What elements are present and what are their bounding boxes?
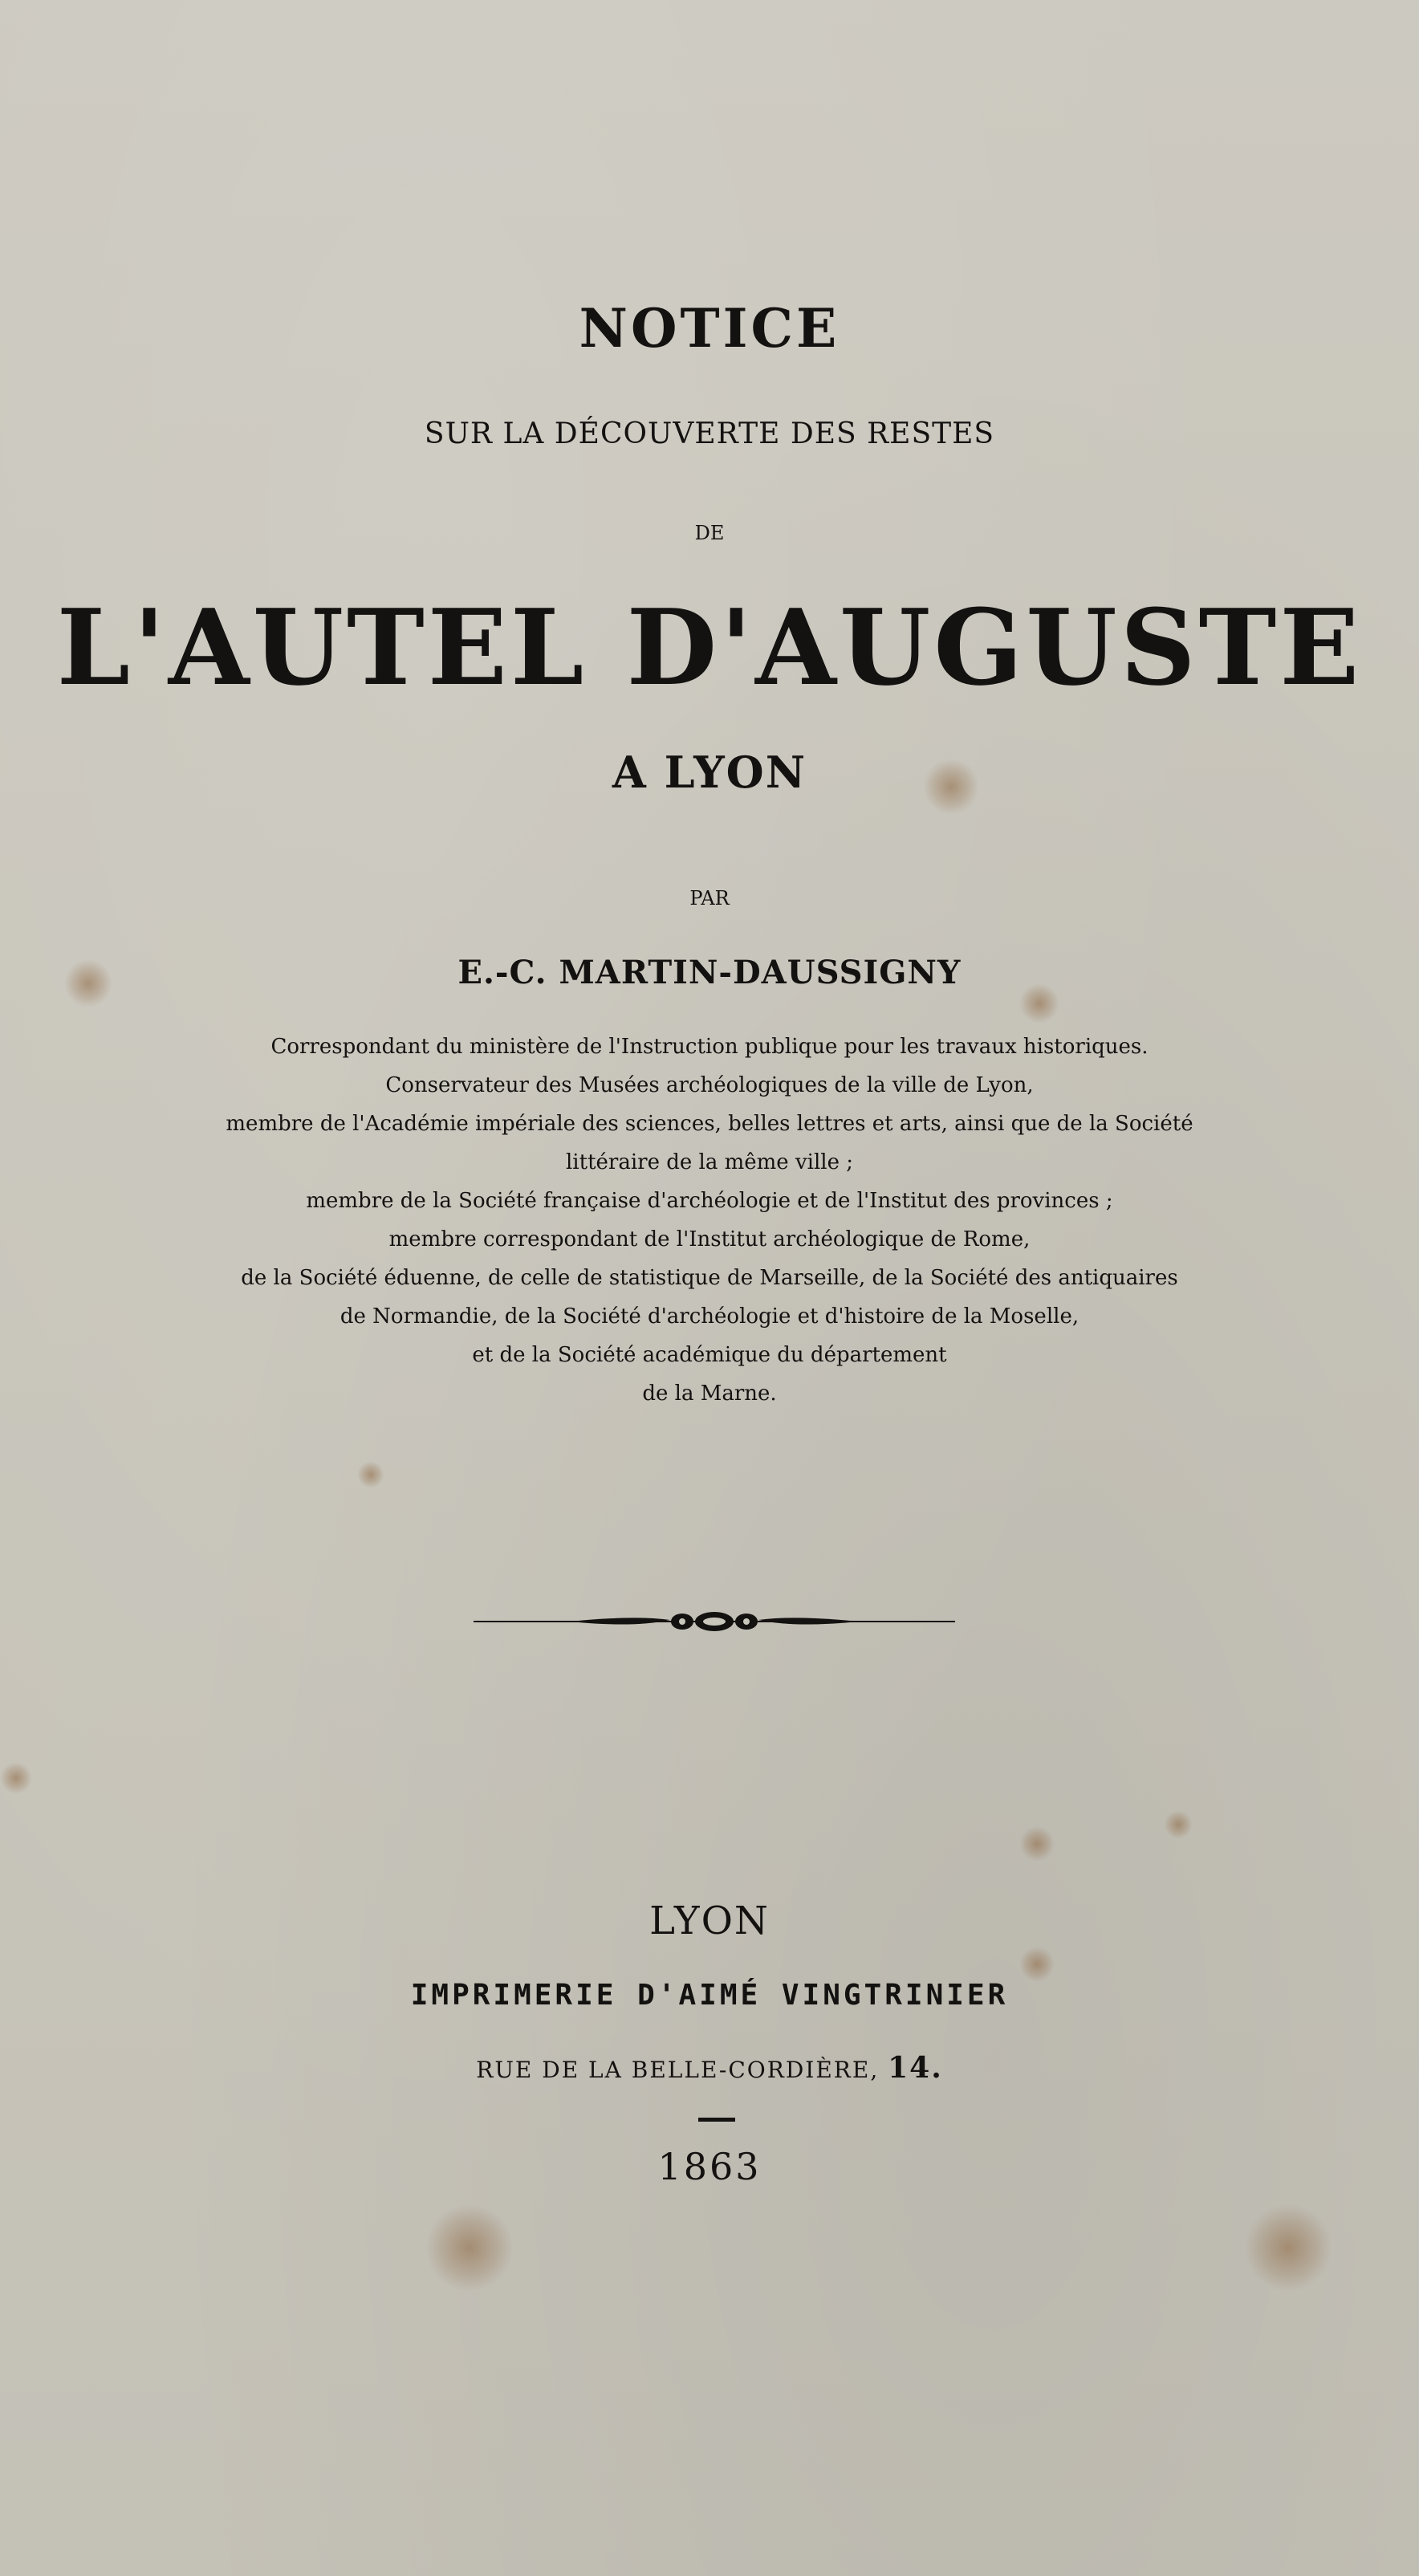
foxing-spot [1019, 1947, 1055, 1982]
title-notice: NOTICE [579, 297, 840, 360]
foxing-spot [1164, 1810, 1193, 1839]
foxing-spot [1019, 1826, 1055, 1862]
title-place: A LYON [612, 747, 807, 798]
credit-line: de la Société éduenne, de celle de statistique de Marseille, de la Société des antiquaires [241, 1266, 1178, 1290]
credit-line: de la Marne. [642, 1382, 777, 1406]
credit-line: membre correspondant de l'Institut archéologique de Rome, [388, 1227, 1031, 1251]
author-par: PAR [689, 887, 730, 910]
main-title: L'AUTEL D'AUGUSTE [56, 586, 1363, 709]
foxing-spot [0, 1762, 32, 1794]
credit-line: Conservateur des Musées archéologiques de la ville de Lyon, [385, 1073, 1034, 1097]
author-credits [0, 1028, 1419, 1413]
title-de: DE [694, 522, 725, 544]
imprint-address [0, 2051, 1419, 2085]
divider-dash [698, 2118, 735, 2122]
ornament-rule-icon [474, 1597, 955, 1646]
credit-line: membre de la Société française d'archéologie et de l'Institut des provinces ; [306, 1189, 1113, 1213]
credit-line: littéraire de la même ville ; [565, 1150, 853, 1174]
imprint-year: 1863 [657, 2145, 762, 2188]
credit-line: Correspondant du ministère de l'Instruction publique pour les travaux historiques. [270, 1035, 1149, 1059]
foxing-spot [425, 2204, 514, 2292]
imprint-street: RUE DE LA BELLE-CORDIÈRE, [476, 2057, 880, 2083]
credit-line: de Normandie, de la Société d'archéologie et d'histoire de la Moselle, [340, 1304, 1079, 1329]
title-subtitle: SUR LA DÉCOUVERTE DES RESTES [424, 417, 995, 450]
author-name: E.-C. MARTIN-DAUSSIGNY [457, 954, 962, 991]
imprint-printer: IMPRIMERIE D'AIMÉ VINGTRINIER [410, 1979, 1009, 2012]
foxing-spot [357, 1461, 384, 1488]
credit-line: et de la Société académique du département [472, 1343, 947, 1367]
credit-line: membre de l'Académie impériale des sciences, belles lettres et arts, ainsi que de la Société [226, 1112, 1193, 1136]
imprint-street-number: 14. [888, 2051, 943, 2085]
imprint-city: LYON [649, 1898, 770, 1943]
foxing-spot [1244, 2204, 1332, 2292]
